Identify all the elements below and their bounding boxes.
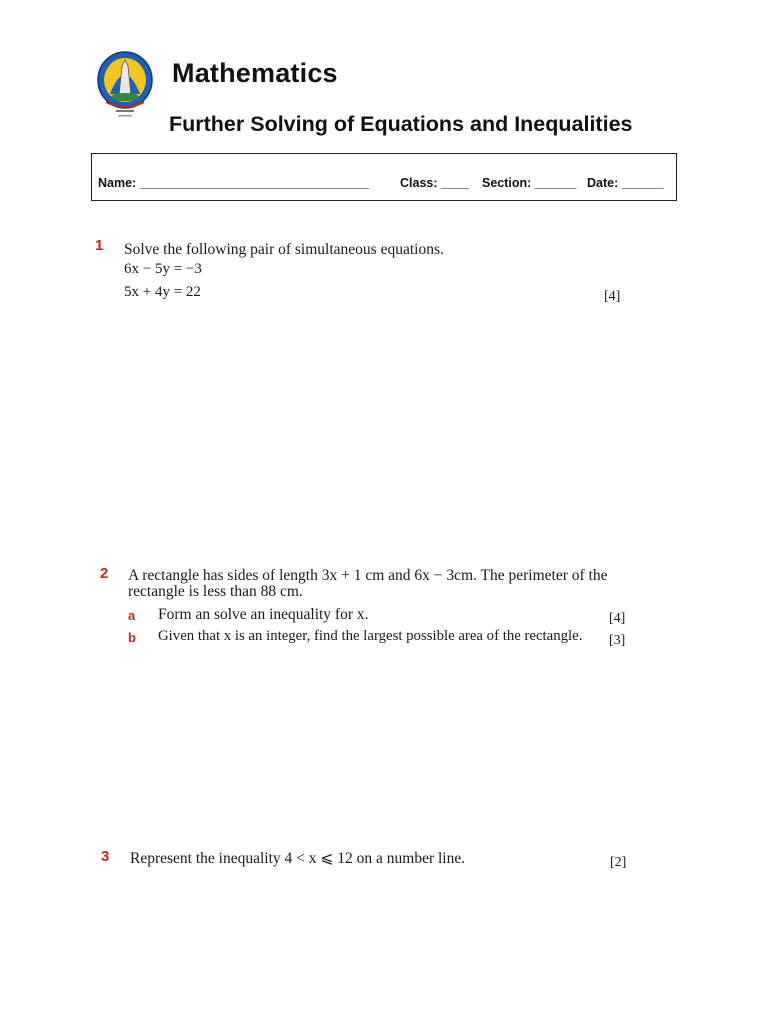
class-field[interactable]: Class: ____	[400, 176, 469, 190]
page-title: Mathematics	[172, 58, 338, 88]
page-subtitle: Further Solving of Equations and Inequalities	[169, 112, 633, 136]
part-text-b: Given that x is an integer, find the largest possible area of the rectangle.	[158, 628, 583, 644]
question-text-line-1: A rectangle has sides of length 3x + 1 cm and 6x − 3cm. The perimeter of the	[128, 567, 608, 584]
date-field[interactable]: Date: ______	[587, 176, 664, 190]
part-text-a: Form an solve an inequality for x.	[158, 606, 369, 623]
question-number: 1	[95, 237, 104, 254]
equation-2: 5x + 4y = 22	[124, 284, 201, 300]
question-number: 2	[100, 565, 109, 582]
part-label-a: a	[128, 608, 136, 623]
school-crest-icon	[96, 50, 154, 122]
marks-label: [2]	[610, 855, 627, 870]
question-text-line-2: rectangle is less than 88 cm.	[128, 583, 303, 600]
section-field[interactable]: Section: ______	[482, 176, 577, 190]
name-field[interactable]: Name: _________________________________	[98, 176, 370, 190]
part-label-b: b	[128, 630, 136, 645]
marks-label-a: [4]	[609, 611, 626, 626]
question-text: Represent the inequality 4 < x ⩽ 12 on a number line.	[130, 850, 466, 867]
student-info-box	[91, 153, 677, 201]
question-number: 3	[101, 848, 110, 865]
equation-1: 6x − 5y = −3	[124, 261, 202, 277]
marks-label: [4]	[604, 289, 621, 304]
question-text: Solve the following pair of simultaneous equations.	[124, 241, 444, 258]
marks-label-b: [3]	[609, 633, 626, 648]
